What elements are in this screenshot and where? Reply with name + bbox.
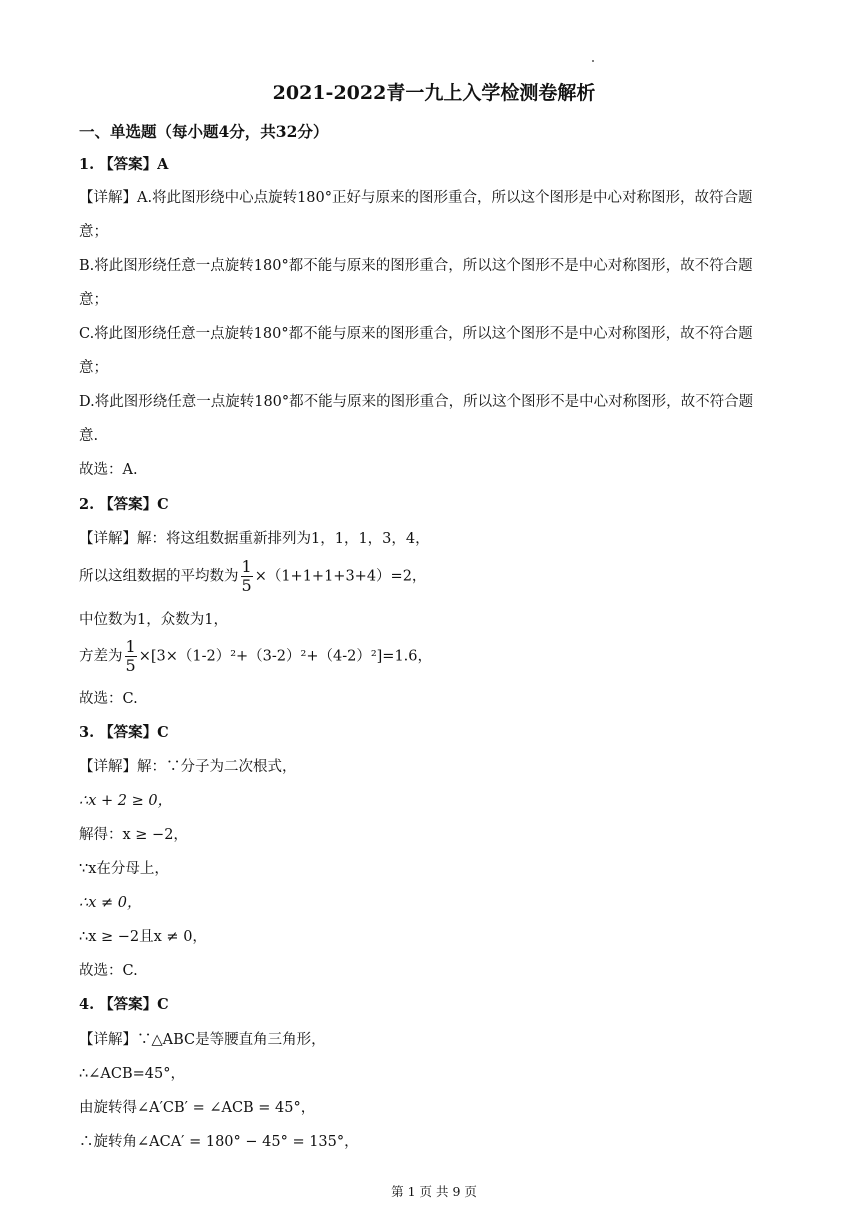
q1-line-8: 意. <box>79 428 99 444</box>
q3-line-7: 故选：C. <box>79 963 138 979</box>
fraction-numerator: 1 <box>125 637 136 656</box>
q2-variance-suffix: ×[3×（1-2）²+（3-2）²+（4-2）²]=1.6， <box>138 648 433 665</box>
fraction-one-fifth <box>241 558 253 595</box>
q1-line-1: 【详解】A.将此图形绕中心点旋转180°正好与原来的图形重合，所以这个图形是中心对称图形，故符合题 <box>79 190 753 206</box>
q2-mean-prefix: 所以这组数据的平均数为 <box>79 568 239 585</box>
q2-line-5: 故选：C. <box>79 691 138 707</box>
q1-line-4: 意； <box>79 292 108 308</box>
fraction-denominator: 5 <box>125 656 136 675</box>
q1-line-9: 故选：A. <box>79 462 138 478</box>
q4-line-4: ∴旋转角∠ACA′ = 180° − 45° = 135°， <box>79 1134 359 1150</box>
scan-speck <box>592 60 594 62</box>
q3-line-4: ∵x在分母上， <box>79 861 169 877</box>
q2-mean-suffix: ×（1+1+1+3+4）=2， <box>254 568 427 585</box>
q2-variance-prefix: 方差为 <box>79 648 123 665</box>
section-heading: 一、单选题（每小题4分，共32分） <box>79 122 329 141</box>
q1-answer: 1. 【答案】A <box>79 156 169 173</box>
q1-line-6: 意； <box>79 360 108 376</box>
q3-answer: 3. 【答案】C <box>79 724 169 741</box>
fraction-numerator: 1 <box>241 557 252 576</box>
q2-line-2 <box>79 558 426 595</box>
q2-line-3: 中位数为1，众数为1， <box>79 612 228 628</box>
fraction-one-fifth <box>125 638 137 675</box>
q3-line-5: ∴x ≠ 0， <box>79 895 142 911</box>
q1-line-2: 意； <box>79 224 108 240</box>
q2-line-1: 【详解】解：将这组数据重新排列为1，1，1，3，4， <box>79 531 430 547</box>
q4-line-1: 【详解】∵△ABC是等腰直角三角形， <box>79 1032 326 1048</box>
q1-line-3: B.将此图形绕任意一点旋转180°都不能与原来的图形重合，所以这个图形不是中心对称图形，故不符合题 <box>79 258 753 274</box>
q4-line-2: ∴∠ACB=45°， <box>79 1066 185 1082</box>
fraction-denominator: 5 <box>241 576 252 595</box>
q4-answer: 4. 【答案】C <box>79 996 169 1013</box>
q3-line-6: ∴x ≥ −2且x ≠ 0， <box>79 929 207 945</box>
page-title: 2021-2022青一九上入学检测卷解析 <box>272 82 596 104</box>
q1-line-5: C.将此图形绕任意一点旋转180°都不能与原来的图形重合，所以这个图形不是中心对称图形，故不符合题 <box>79 326 753 342</box>
page-footer: 第 1 页 共 9 页 <box>391 1184 477 1199</box>
q1-line-7: D.将此图形绕任意一点旋转180°都不能与原来的图形重合，所以这个图形不是中心对称图形，故不符合题 <box>79 394 754 410</box>
q3-line-3: 解得：x ≥ −2， <box>79 827 188 843</box>
q3-line-2: ∴x + 2 ≥ 0， <box>79 793 173 809</box>
q3-line-1: 【详解】解：∵分子为二次根式， <box>79 759 297 775</box>
q2-answer: 2. 【答案】C <box>79 496 169 513</box>
q4-line-3: 由旋转得∠A′CB′ = ∠ACB = 45°， <box>79 1100 316 1116</box>
q2-line-4 <box>79 638 432 675</box>
